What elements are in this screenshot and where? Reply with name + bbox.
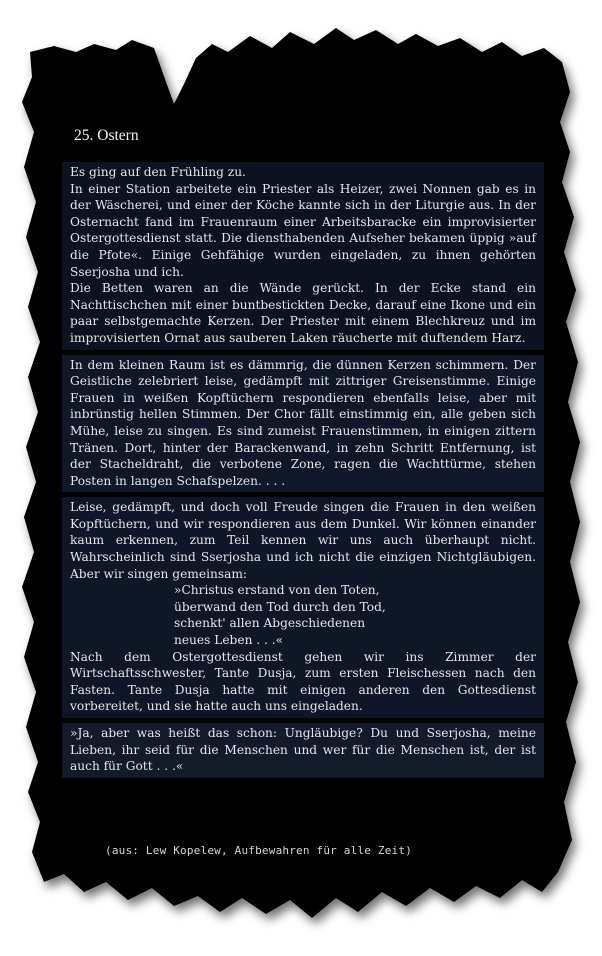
text-block-1 <box>62 162 544 350</box>
paragraph-4: In dem kleinen Raum ist es dämmrig, die dünnen Kerzen schimmern. Der Geistliche zelebriert leise, gedämpft mit zittriger Greisenstimme. Einige Frauen in weißen Kopftüchern respondieren ebenfalls leise, aber mit inbrünstig hellen Stimmen. Der Chor fällt einstimmig ein, alle geben sich Mühe, leise zu singen. Es sind zumeist Frauenstimmen, in einigen zittern Tränen. Dort, hinter der Barackenwand, in zehn Schritt Entfernung, ist der Stacheldraht, die verbotene Zone, ragen die Wachttürme, stehen Posten in langen Schafspelzen. . . . <box>70 357 536 488</box>
poem-line-2: überwand den Tod durch den Tod, <box>174 599 386 614</box>
poem-line-3: schenkt' allen Abgeschiedenen <box>174 616 366 631</box>
chapter-title: 25. Ostern <box>74 127 139 144</box>
paragraph-2: In einer Station arbeitete ein Priester als Heizer, zwei Nonnen gab es in der Wäscherei, und einer der Köche kannte sich in der Liturgie aus. In der Osternacht fand im Frauenraum einer Arbeitsbaracke ein improvisierter Ostergottesdienst statt. Die diensthabenden Aufseher bekamen üppig »auf die Pfote«. Einige Gehfähige wurden eingeladen, zu ihnen gehörten Sserjosha und ich. <box>70 181 536 279</box>
chapter-content <box>62 118 544 783</box>
text-block-4 <box>62 723 544 778</box>
poem-line-1: »Christus erstand von den Toten, <box>174 583 380 598</box>
paragraph-6: Nach dem Ostergottesdienst gehen wir ins Zimmer der Wirtschaftsschwester, Tante Dusja, zum ersten Fleischessen nach den Fasten. Tante Dusja hatte mit einigen anderen den Gottesdienst vorbereitet, und sie hatte auch uns eingeladen. <box>70 649 536 714</box>
poem-line-4: neues Leben . . .« <box>174 633 284 648</box>
paragraph-1: Es ging auf den Frühling zu. <box>70 165 246 179</box>
text-block-3 <box>62 497 544 718</box>
source-citation: (aus: Lew Kopelew, Aufbewahren für alle Zeit) <box>105 844 413 857</box>
poem <box>174 582 536 648</box>
text-block-2 <box>62 355 544 493</box>
paragraph-3: Die Betten waren an die Wände gerückt. In der Ecke stand ein Nachttischchen mit einer buntbestickten Decke, darauf eine Ikone und ein paar selbstgemachte Kerzen. Der Priester mit einem Blechkreuz und im improvisierten Ornat aus sauberen Laken räucherte mit duftendem Harz. <box>70 281 536 345</box>
paragraph-5: Leise, gedämpft, und doch voll Freude singen die Frauen in den weißen Kopftüchern, und wir respondieren aus dem Dunkel. Wir können einander kaum erkennen, zum Teil kennen wir uns auch überhaupt nicht. Wahrscheinlich sind Sserjosha und ich nicht die einzigen Nichtgläubigen. Aber wir singen gemeinsam: <box>70 500 536 581</box>
paragraph-7: »Ja, aber was heißt das schon: Ungläubige? Du und Sserjosha, meine Lieben, ihr seid für die Menschen und wer für die Menschen ist, der ist auch für Gott . . .« <box>70 726 536 774</box>
